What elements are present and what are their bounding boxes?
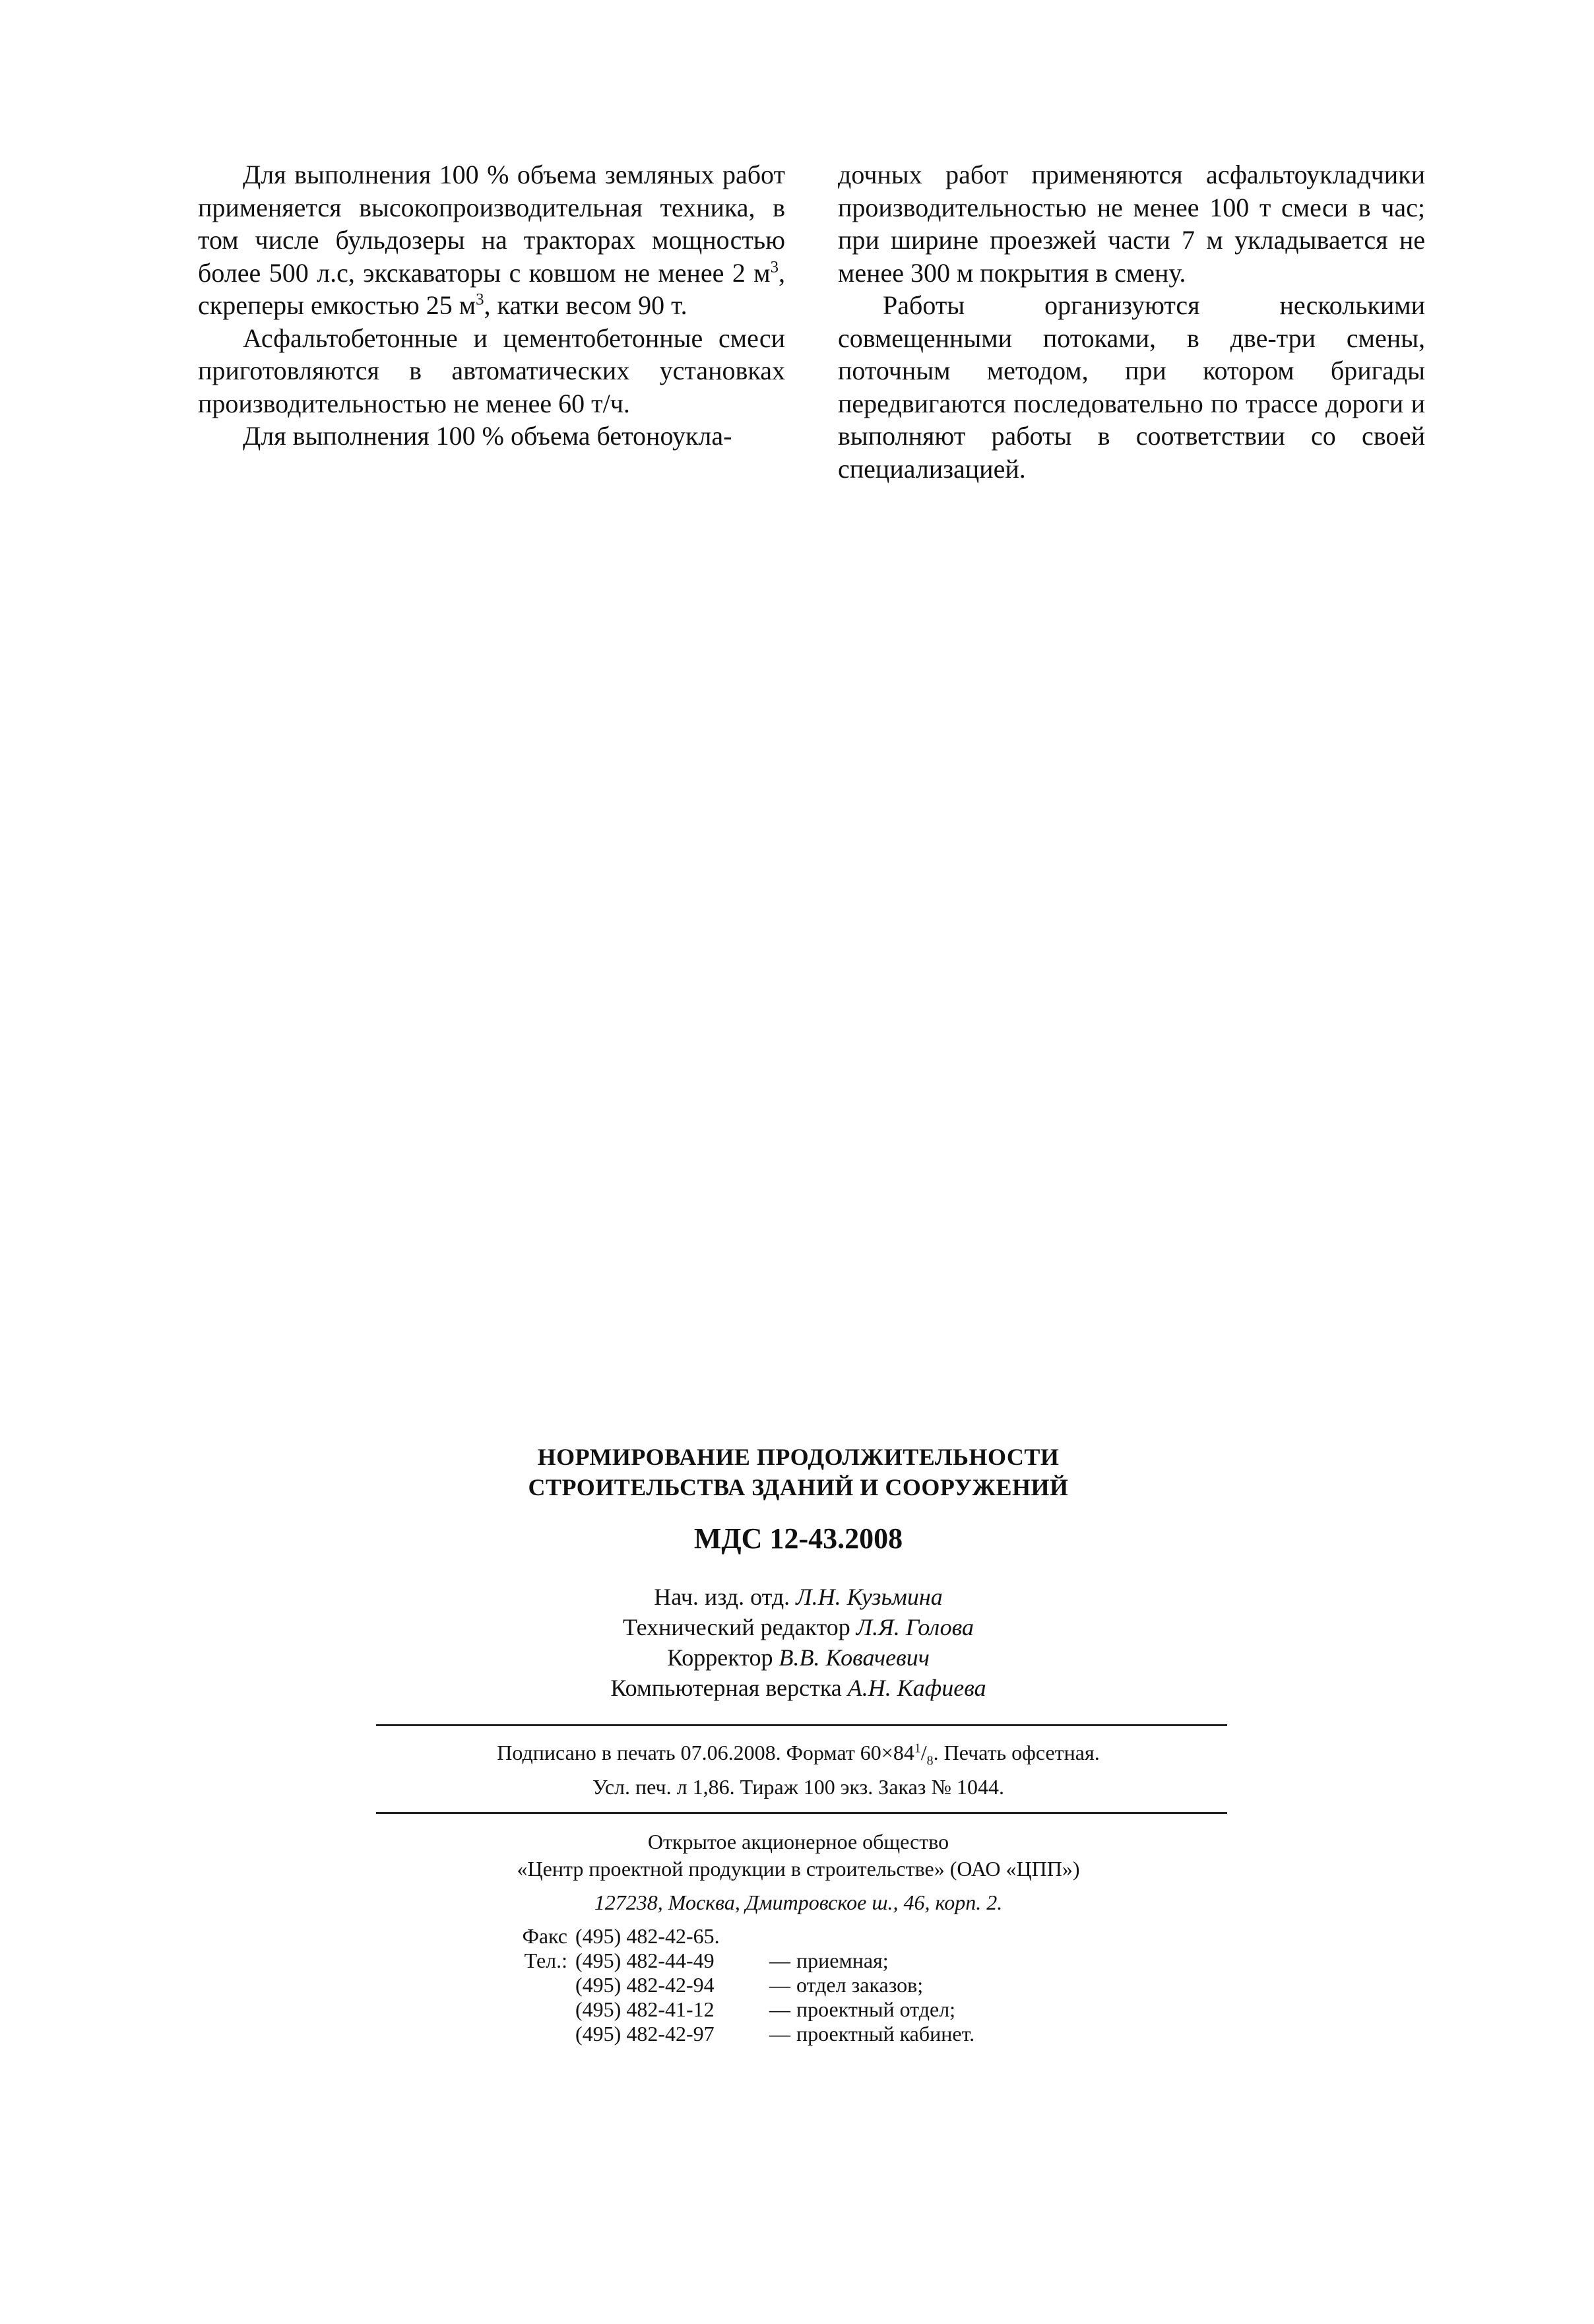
print-info: [369, 1726, 1227, 1812]
phone-row: Тел.: (495) 482-44-49 — приемная;: [524, 1949, 889, 1972]
paragraph-concrete-laying: Для выполнения 100 % объема бетоноукла-: [243, 421, 732, 451]
superscript: 3: [476, 290, 484, 309]
paragraph-asphalt-pavers: дочных работ применяются асфальтоукладчики производительностью не менее 100 т смеси в час; при ширине проезжей части 7 м укладывается не менее 300 м покрытия в смену.: [838, 160, 1425, 288]
document-code: МДС 12-43.2008: [693, 1522, 903, 1555]
staff-row: Технический редактор Л.Я. Голова: [623, 1614, 974, 1640]
imprint-block: [369, 1442, 1227, 2046]
superscript: 3: [770, 258, 779, 276]
fax-row: Факс (495) 482-42-65.: [522, 1924, 720, 1948]
paragraph-earthworks: Для выполнения 100 % объема земляных работ применяется высокопроизводительная техника, в том числе бульдозеры на тракторах мощностью более 500 л.с, экскаваторы с ковшом не менее 2 $м^3$, скреперы емкостью 25 $м^3$, катки весом 90 т.: [198, 160, 785, 320]
staff-row: Компьютерная верстка А.Н. Кафиева: [610, 1675, 986, 1701]
paragraph-organization: Работы организуются несколькими совмещенными потоками, в две-три смены, поточным методом, при котором бригады передвигаются последовательно по трассе дороги и выполняют работы в соответствии со своей специализацией.: [838, 290, 1425, 484]
publication-title-line-2: СТРОИТЕЛЬСТВА ЗДАНИЙ И СООРУЖЕНИЙ: [528, 1474, 1069, 1501]
phone-row: (495) 482-42-97 — проектный кабинет.: [575, 2022, 975, 2046]
print-info-line-2: Усл. печ. л 1,86. Тираж 100 экз. Заказ № 1044.: [592, 1775, 1004, 1799]
publisher-address: 127238, Москва, Дмитровское ш., 46, корп. 2.: [594, 1890, 1003, 1914]
publisher: Открытое акционерное общество «Центр проектной продукции в строительстве» (ОАО «ЦПП»): [517, 1830, 1080, 1881]
publication-title-line-1: НОРМИРОВАНИЕ ПРОДОЛЖИТЕЛЬНОСТИ: [537, 1444, 1060, 1470]
left-column: [198, 158, 785, 453]
contact-phones: [369, 1924, 1227, 2046]
staff-row: Нач. изд. отд. Л.Н. Кузьмина: [654, 1584, 943, 1610]
staff-row: Корректор В.В. Ковачевич: [667, 1644, 930, 1671]
phone-row: (495) 482-42-94 — отдел заказов;: [575, 1973, 924, 1997]
divider: [376, 1812, 1227, 1814]
right-column: [838, 158, 1425, 485]
print-info-line-1: Подписано в печать 07.06.2008. Формат $60\times 84^1/_8$. Печать офсетная.: [497, 1741, 1100, 1768]
phone-row: (495) 482-41-12 — проектный отдел;: [575, 1997, 956, 2021]
paragraph-mixes: Асфальтобетонные и цементобетонные смеси приготовляются в автоматических установках производительностью не менее 60 т/ч.: [198, 323, 785, 418]
staff-list: [369, 1582, 1227, 1703]
